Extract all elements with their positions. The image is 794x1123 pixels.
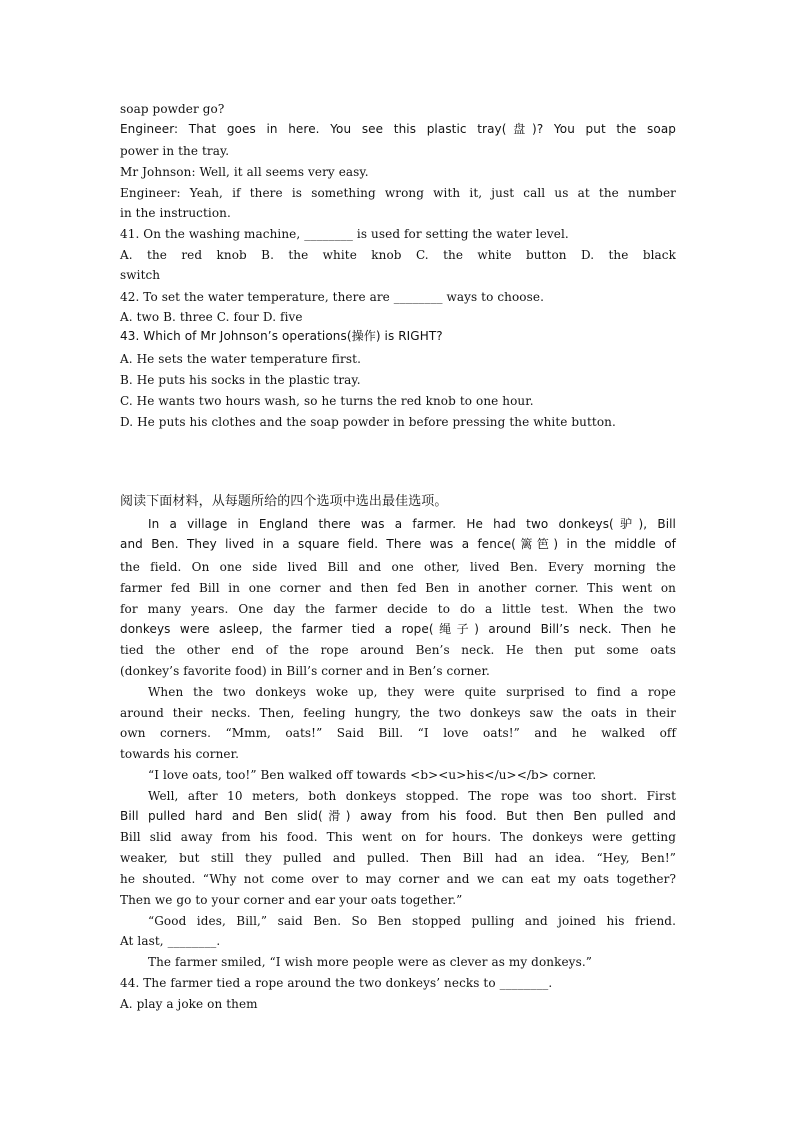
passage2-line-22: The farmer smiled, “I wish more people were as clever as my donkeys.” <box>148 955 592 969</box>
passage1-line-1: soap powder go? <box>120 102 225 116</box>
passage2-line-14: Well, after 10 meters, both donkeys stopped. The rope was too short. First <box>148 789 676 803</box>
passage2-line-8: (donkey’s favorite food) in Bill’s corner and in Ben’s corner. <box>120 664 490 678</box>
passage2-line-15: Bill pulled hard and Ben slid(滑) away from his food. But then Ben pulled and <box>120 809 676 823</box>
passage2-line-17: weaker, but still they pulled and pulled. Then Bill had an idea. “Hey, Ben!” <box>120 851 676 865</box>
passage2-line-9: When the two donkeys woke up, they were quite surprised to find a rope <box>148 685 676 699</box>
question-43: 43. Which of Mr Johnson’s operations(操作) is RIGHT? <box>120 329 443 343</box>
passage2-line-13: “I love oats, too!” Ben walked off towards <b><u>his</u></b> corner. <box>148 768 597 782</box>
passage2-line-18: he shouted. “Why not come over to may corner and we can eat my oats together? <box>120 872 676 886</box>
question-43-option-a: A. He sets the water temperature first. <box>120 352 361 366</box>
question-44: 44. The farmer tied a rope around the two donkeys’ necks to ________. <box>120 976 553 990</box>
question-43-option-b: B. He puts his socks in the plastic tray. <box>120 373 361 387</box>
question-41-options: A. the red knob B. the white knob C. the white button D. the black <box>120 248 676 262</box>
passage2-line-4: farmer fed Bill in one corner and then fed Ben in another corner. This went on <box>120 581 676 595</box>
passage2-line-10: around their necks. Then, feeling hungry, the two donkeys saw the oats in their <box>120 706 676 720</box>
passage2-line-7: tied the other end of the rope around Ben’s neck. He then put some oats <box>120 643 676 657</box>
section-instruction: 阅读下面材料，从每题所给的四个选项中选出最佳选项。 <box>120 494 448 509</box>
passage2-line-5: for many years. One day the farmer decide to do a little test. When the two <box>120 602 676 616</box>
passage1-line-5: Engineer: Yeah, if there is something wrong with it, just call us at the number <box>120 186 676 200</box>
passage1-line-4: Mr Johnson: Well, it all seems very easy. <box>120 165 369 179</box>
passage1-line-2: Engineer: That goes in here. You see this plastic tray(盘)? You put the soap <box>120 122 676 136</box>
passage1-line-6: in the instruction. <box>120 206 231 220</box>
passage2-line-19: Then we go to your corner and ear your oats together.” <box>120 893 463 907</box>
passage2-line-12: towards his corner. <box>120 747 240 761</box>
question-41-options-cont: switch <box>120 268 161 282</box>
question-42: 42. To set the water temperature, there are ________ ways to choose. <box>120 290 545 304</box>
passage2-line-11: own corners. “Mmm, oats!” Said Bill. “I love oats!” and he walked off <box>120 726 676 740</box>
question-43-option-c: C. He wants two hours wash, so he turns the red knob to one hour. <box>120 394 534 408</box>
passage2-line-1: In a village in England there was a farmer. He had two donkeys(驴), Bill <box>148 517 676 531</box>
passage2-line-21: At last, ________. <box>120 934 221 948</box>
passage2-line-3: the field. On one side lived Bill and one other, lived Ben. Every morning the <box>120 560 676 574</box>
passage2-line-2: and Ben. They lived in a square field. There was a fence(篱笆) in the middle of <box>120 537 676 551</box>
question-44-option-a: A. play a joke on them <box>120 997 258 1011</box>
question-43-option-d: D. He puts his clothes and the soap powder in before pressing the white button. <box>120 415 616 429</box>
question-41: 41. On the washing machine, ________ is used for setting the water level. <box>120 227 569 241</box>
passage2-line-20: “Good ides, Bill,” said Ben. So Ben stopped pulling and joined his friend. <box>148 914 676 928</box>
passage2-line-6: donkeys were asleep, the farmer tied a rope(绳子) around Bill’s neck. Then he <box>120 622 676 636</box>
passage1-line-3: power in the tray. <box>120 144 230 158</box>
question-42-options: A. two B. three C. four D. five <box>120 310 303 324</box>
passage2-line-16: Bill slid away from his food. This went on for hours. The donkeys were getting <box>120 830 676 844</box>
